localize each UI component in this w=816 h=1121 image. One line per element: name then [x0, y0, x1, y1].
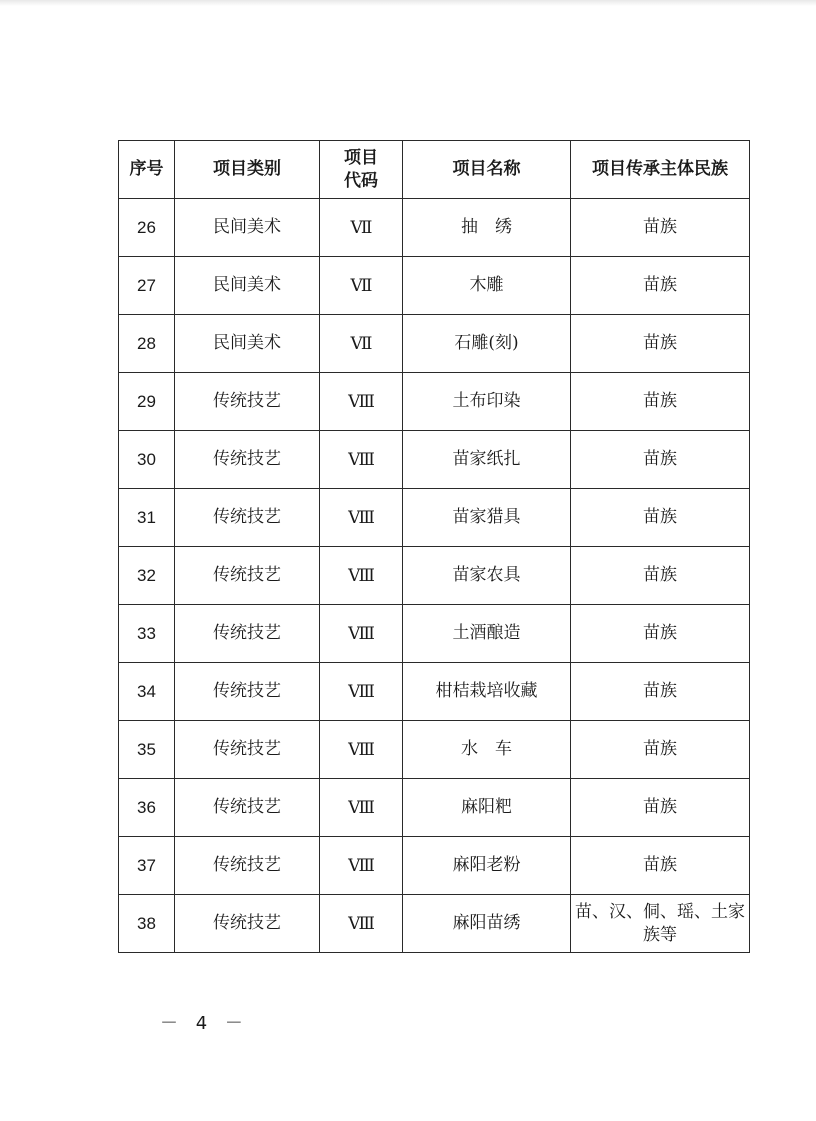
cell-code: Ⅷ — [320, 489, 403, 547]
table-row — [119, 779, 750, 837]
header-code-line1: 项目 — [344, 147, 378, 168]
cell-name: 抽 绣 — [403, 199, 571, 257]
cell-name: 苗家猎具 — [403, 489, 571, 547]
cell-name: 苗家纸扎 — [403, 431, 571, 489]
cell-ethnicity: 苗族 — [571, 663, 750, 721]
cell-name: 麻阳苗绣 — [403, 895, 571, 953]
cell-index: 31 — [119, 489, 175, 547]
cell-code: Ⅷ — [320, 721, 403, 779]
header-category: 项目类别 — [175, 141, 320, 199]
cell-category: 传统技艺 — [175, 837, 320, 895]
cell-index: 38 — [119, 895, 175, 953]
cell-code: Ⅷ — [320, 431, 403, 489]
header-code — [320, 141, 403, 199]
table-row — [119, 721, 750, 779]
cell-ethnicity: 苗族 — [571, 605, 750, 663]
cell-name: 麻阳老粉 — [403, 837, 571, 895]
cell-name: 柑桔栽培收藏 — [403, 663, 571, 721]
cell-name: 土酒酿造 — [403, 605, 571, 663]
cell-ethnicity: 苗族 — [571, 373, 750, 431]
cell-category: 民间美术 — [175, 315, 320, 373]
table-row — [119, 837, 750, 895]
cell-code: Ⅷ — [320, 605, 403, 663]
table-row — [119, 431, 750, 489]
header-name: 项目名称 — [403, 141, 571, 199]
page-number: － 4 － — [160, 1013, 249, 1034]
cell-category: 传统技艺 — [175, 895, 320, 953]
cell-ethnicity: 苗、汉、侗、瑶、土家族等 — [571, 895, 750, 953]
cell-ethnicity: 苗族 — [571, 721, 750, 779]
table-row — [119, 257, 750, 315]
cell-ethnicity: 苗族 — [571, 779, 750, 837]
table-row — [119, 373, 750, 431]
cell-ethnicity: 苗族 — [571, 837, 750, 895]
cell-index: 27 — [119, 257, 175, 315]
cell-index: 33 — [119, 605, 175, 663]
cell-category: 传统技艺 — [175, 779, 320, 837]
cell-index: 29 — [119, 373, 175, 431]
cell-name: 水 车 — [403, 721, 571, 779]
cell-code: Ⅷ — [320, 895, 403, 953]
cell-name: 苗家农具 — [403, 547, 571, 605]
cell-code: Ⅷ — [320, 547, 403, 605]
cell-ethnicity: 苗族 — [571, 257, 750, 315]
header-index: 序号 — [119, 141, 175, 199]
table-row — [119, 547, 750, 605]
heritage-table — [118, 140, 750, 953]
cell-ethnicity: 苗族 — [571, 489, 750, 547]
cell-code: Ⅷ — [320, 373, 403, 431]
cell-category: 传统技艺 — [175, 489, 320, 547]
table-row — [119, 895, 750, 953]
cell-category: 传统技艺 — [175, 547, 320, 605]
cell-name: 土布印染 — [403, 373, 571, 431]
table-row — [119, 663, 750, 721]
heritage-table-container — [118, 140, 750, 953]
cell-index: 37 — [119, 837, 175, 895]
table-header-row — [119, 141, 750, 199]
cell-ethnicity: 苗族 — [571, 431, 750, 489]
cell-code: Ⅶ — [320, 257, 403, 315]
cell-code: Ⅶ — [320, 315, 403, 373]
cell-name: 木雕 — [403, 257, 571, 315]
cell-index: 35 — [119, 721, 175, 779]
cell-code: Ⅷ — [320, 779, 403, 837]
table-body — [119, 199, 750, 953]
cell-code: Ⅷ — [320, 663, 403, 721]
header-code-line2: 代码 — [344, 170, 378, 191]
table-row — [119, 199, 750, 257]
cell-index: 30 — [119, 431, 175, 489]
cell-code: Ⅷ — [320, 837, 403, 895]
scan-edge — [0, 0, 816, 6]
cell-index: 36 — [119, 779, 175, 837]
cell-category: 民间美术 — [175, 257, 320, 315]
cell-ethnicity: 苗族 — [571, 199, 750, 257]
cell-category: 传统技艺 — [175, 721, 320, 779]
cell-category: 传统技艺 — [175, 605, 320, 663]
header-ethnicity: 项目传承主体民族 — [571, 141, 750, 199]
cell-name: 石雕(刻) — [403, 315, 571, 373]
cell-category: 民间美术 — [175, 199, 320, 257]
cell-ethnicity: 苗族 — [571, 547, 750, 605]
table-row — [119, 489, 750, 547]
cell-category: 传统技艺 — [175, 431, 320, 489]
cell-index: 28 — [119, 315, 175, 373]
cell-category: 传统技艺 — [175, 373, 320, 431]
cell-name: 麻阳粑 — [403, 779, 571, 837]
table-row — [119, 315, 750, 373]
cell-category: 传统技艺 — [175, 663, 320, 721]
table-row — [119, 605, 750, 663]
cell-index: 34 — [119, 663, 175, 721]
cell-index: 32 — [119, 547, 175, 605]
cell-ethnicity: 苗族 — [571, 315, 750, 373]
cell-code: Ⅶ — [320, 199, 403, 257]
cell-index: 26 — [119, 199, 175, 257]
